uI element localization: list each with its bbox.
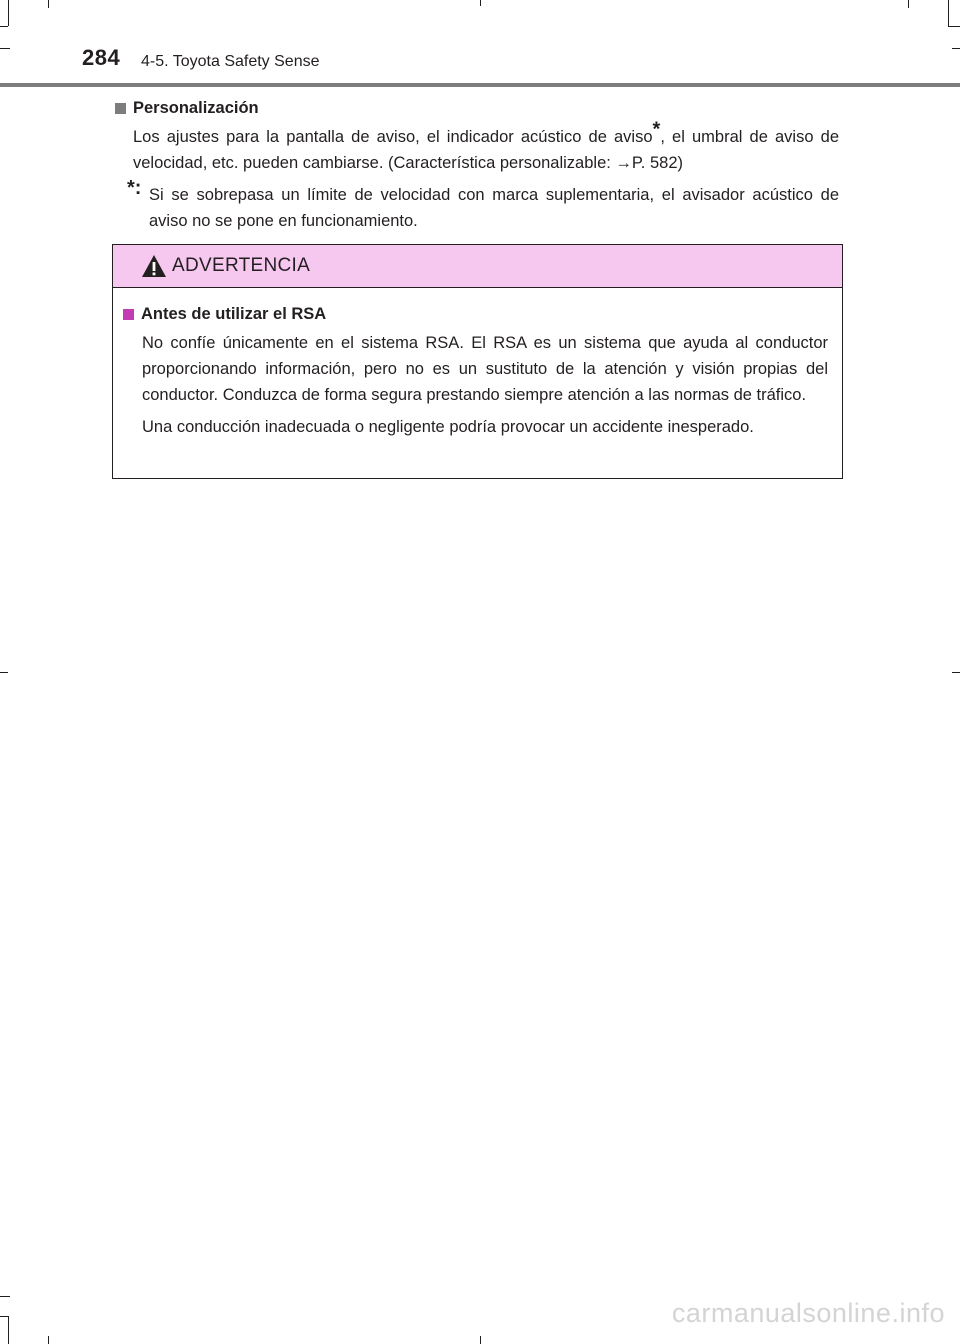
- body-text-start: Los ajustes para la pantalla de aviso, el indicador acústico de aviso: [133, 128, 653, 146]
- section-heading: [113, 96, 839, 120]
- warning-body: [113, 288, 842, 440]
- asterisk-marker: *: [652, 118, 661, 141]
- square-bullet-icon: [123, 309, 134, 320]
- crop-mark: [48, 1336, 49, 1344]
- crop-mark: [0, 1296, 10, 1297]
- warning-paragraph-1: No confíe únicamente en el sistema RSA. El RSA es un sistema que ayuda al conductor proporcionando información, pero no es un sustituto de la atención y visión propias del conductor. Conduzca de forma segura prestando siempre atención a las normas de tráfico.: [142, 334, 828, 404]
- warning-header: [113, 245, 842, 288]
- warning-triangle-icon: [141, 254, 167, 278]
- page-header: [0, 0, 960, 90]
- crop-mark: [0, 672, 8, 673]
- crop-mark: [480, 1336, 481, 1344]
- crop-mark: [8, 1316, 9, 1344]
- square-bullet-icon: [115, 103, 126, 114]
- footnote: *: Si se sobrepasa un límite de velocidad con marca suplementaria, el avisador acústico de aviso no se pone en funcionamiento.: [127, 176, 839, 230]
- section-body: [133, 118, 839, 176]
- warning-paragraph-2: Una conducción inadecuada o negligente podría provocar un accidente inesperado.: [142, 418, 754, 436]
- warning-title: ADVERTENCIA: [172, 255, 311, 276]
- page-number: 284: [82, 45, 121, 70]
- warning-heading-text: Antes de utilizar el RSA: [141, 305, 327, 323]
- warning-box: [112, 244, 843, 479]
- section-heading-text: Personalización: [133, 99, 259, 117]
- footnote-text: Si se sobrepasa un límite de velocidad con marca suplementaria, el avisador acústico de aviso no se pone en funcionamiento.: [149, 186, 839, 230]
- warning-heading: [123, 302, 828, 326]
- crop-mark: [952, 672, 960, 673]
- crop-mark: [0, 1316, 8, 1317]
- header-rule: [0, 83, 960, 87]
- body-text-end: , el umbral de aviso de velocidad, etc. pueden cambiarse. (Característica personalizable: →P. 582): [133, 128, 839, 172]
- watermark: carmanualsonline.info: [671, 1298, 945, 1328]
- chapter-title: 4-5. Toyota Safety Sense: [141, 53, 320, 70]
- section-personalizacion: [113, 96, 839, 234]
